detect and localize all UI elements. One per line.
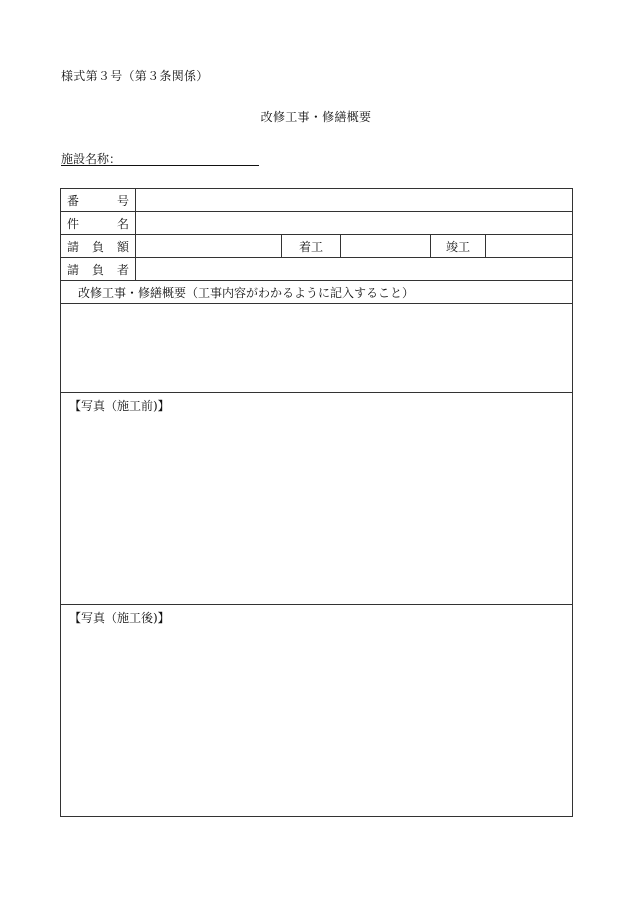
start-date-label: 着工 — [282, 235, 341, 258]
facility-name-field[interactable] — [61, 150, 259, 166]
number-label: 番 号 — [61, 189, 136, 212]
photo-after-row — [61, 605, 573, 817]
outline-row — [61, 304, 573, 393]
photo-after-label: 【写真（施工後)】 — [69, 611, 170, 625]
contractor-row — [61, 258, 573, 281]
outline-field[interactable] — [61, 304, 573, 393]
name-row — [61, 212, 573, 235]
outline-heading-row — [61, 281, 573, 304]
completion-date-field[interactable] — [486, 235, 573, 258]
photo-after-area[interactable] — [61, 605, 573, 817]
document-title: 改修工事・修繕概要 — [260, 110, 372, 124]
number-field[interactable] — [136, 189, 573, 212]
name-field[interactable] — [136, 212, 573, 235]
photo-before-label: 【写真（施工前)】 — [69, 399, 170, 413]
contract-amount-field[interactable] — [136, 235, 282, 258]
number-row — [61, 189, 573, 212]
facility-name-label: 施設名称： — [61, 152, 122, 166]
contract-amount-label: 請 負 額 — [61, 235, 136, 258]
completion-date-label: 竣工 — [431, 235, 486, 258]
start-date-field[interactable] — [341, 235, 431, 258]
contractor-label: 請 負 者 — [61, 258, 136, 281]
outline-heading: 改修工事・修繕概要（工事内容がわかるように記入すること） — [61, 281, 573, 304]
name-label: 件 名 — [61, 212, 136, 235]
photo-before-area[interactable] — [61, 393, 573, 605]
contractor-field[interactable] — [136, 258, 573, 281]
overview-form-table — [60, 188, 573, 817]
photo-before-row — [61, 393, 573, 605]
contract-amount-row — [61, 235, 573, 258]
form-number: 様式第３号（第３条関係） — [61, 69, 209, 83]
